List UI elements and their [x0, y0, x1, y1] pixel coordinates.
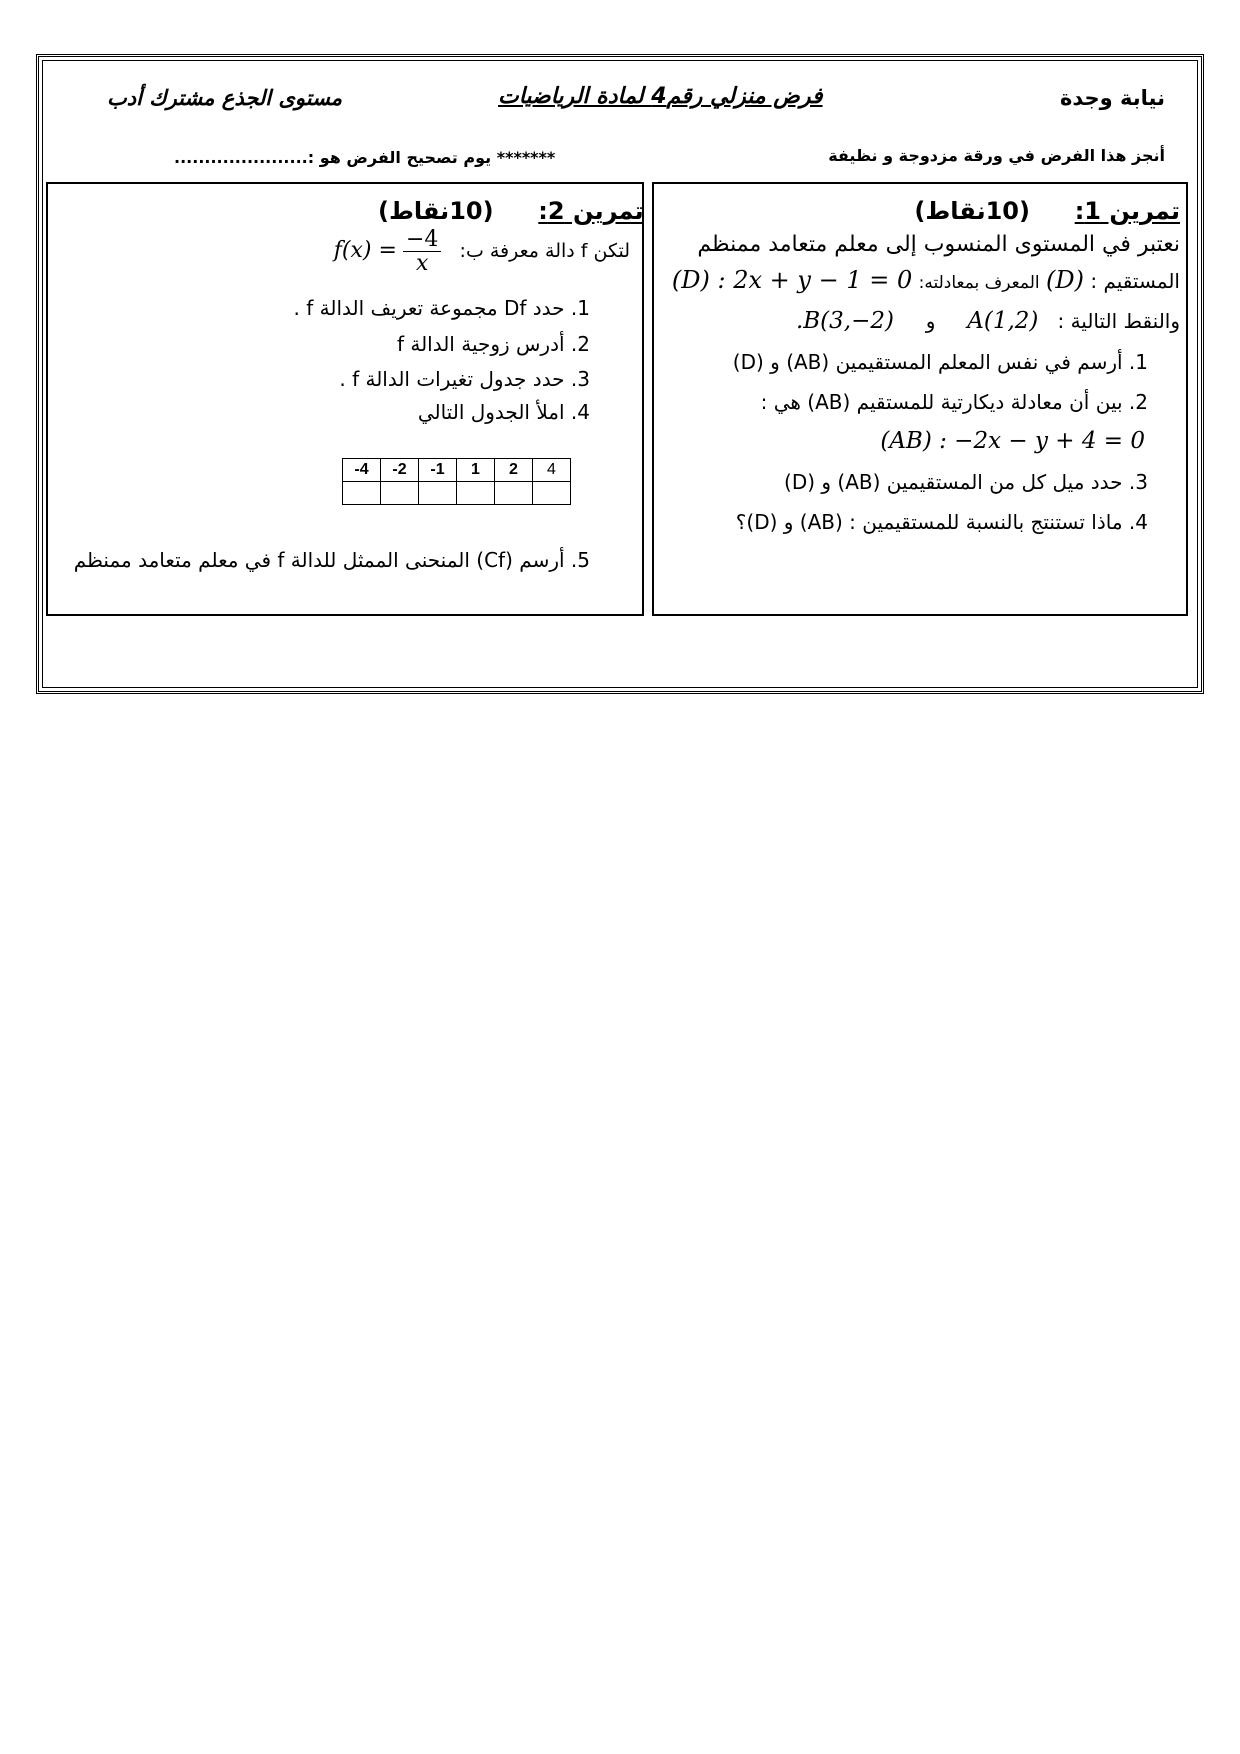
values-table-empty-cell [381, 482, 419, 505]
values-table-empty-cell [457, 482, 495, 505]
exercise2-heading [378, 197, 644, 225]
values-table-cell: -1 [419, 459, 457, 482]
values-table-cell: 2 [495, 459, 533, 482]
values-table-empty-cell [419, 482, 457, 505]
header-instruction: أنجز هذا الفرض في ورقة مزدوجة و نظيفة [828, 146, 1165, 165]
exercise2-fraction-numerator: −4 [403, 228, 441, 252]
exercise1-question-1: 1. أرسم في نفس المعلم المستقيمين (AB) و (D) [732, 350, 1148, 374]
exercise2-question-3: 3. حدد جدول تغيرات الدالة f . [339, 367, 590, 391]
exercise2-fraction [403, 228, 441, 275]
header-level: مستوى الجذع مشترك أدب [107, 86, 343, 110]
exercise1-intro: نعتبر في المستوى المنسوب إلى معلم متعامد ممنظم [697, 232, 1180, 257]
exercise1-question-2-equation: (AB) : −2x − y + 4 = 0 [880, 428, 1145, 454]
exercise2-title: تمرين 2: [538, 197, 644, 225]
values-table-empty-cell [495, 482, 533, 505]
values-table-empty-cell [343, 482, 381, 505]
exercise2-question-4: 4. املأ الجدول التالي [417, 400, 590, 424]
exercise1-point-b: .B(3,−2) [795, 308, 894, 334]
exercise1-points: (10نقاط) [914, 197, 1030, 225]
exercise2-question-2: 2. أدرس زوجية الدالة f [396, 332, 590, 356]
exercise1-line-name: (D) [1045, 266, 1084, 294]
exercise2-question-1: 1. حدد Df مجموعة تعريف الدالة f . [293, 296, 590, 320]
header-correction-day: ******* يوم تصحيح الفرض هو :...................... [174, 148, 556, 167]
exercise1-question-2: 2. بين أن معادلة ديكارتية للمستقيم (AB) هي : [760, 390, 1148, 414]
values-table-cell: 1 [457, 459, 495, 482]
exercise1-title: تمرين 1: [1074, 197, 1180, 225]
values-table-x-row [343, 459, 571, 482]
exercise1-question-3: 3. حدد ميل كل من المستقيمين (AB) و (D) [784, 470, 1148, 494]
exercise1-question-4: 4. ماذا تستنتج بالنسبة للمستقيمين : (AB) و (D)؟ [735, 510, 1148, 534]
exercise1-and: و [925, 309, 936, 333]
exercise1-line-def: المعرف بمعادلته: [918, 273, 1040, 293]
exercise1-line-definition [672, 266, 1180, 294]
exercise2-function-def [334, 228, 630, 275]
values-table-cell: 4 [533, 459, 571, 482]
exercise1-points-line [796, 308, 1180, 334]
exercise2-function-lhs: f(x) = [333, 238, 397, 264]
exercise1-heading [914, 197, 1180, 225]
exercise2-question-5: 5. أرسم (Cf) المنحنى الممثل للدالة f في معلم متعامد ممنظم [73, 548, 590, 572]
values-table-cell: -2 [381, 459, 419, 482]
exercise1-points-label: والنقط التالية : [1057, 309, 1180, 333]
exercise1-point-a: A(1,2) [967, 308, 1039, 334]
exercise2-fraction-denominator: x [415, 251, 429, 277]
exercise2-points: (10نقاط) [378, 197, 494, 225]
header-directorate: نيابة وجدة [1060, 86, 1165, 110]
values-table-fx-row [343, 482, 571, 505]
values-table-empty-cell [533, 482, 571, 505]
exercise1-line-label: المستقيم : [1090, 269, 1180, 293]
exercise1-line-equation: (D) : 2x + y − 1 = 0 [671, 266, 913, 294]
values-table [342, 458, 571, 505]
values-table-cell: -4 [343, 459, 381, 482]
exercise2-intro: لتكن f دالة معرفة ب: [459, 240, 630, 263]
header-title: فرض منزلي رقم4 لمادة الرياضيات [498, 84, 823, 109]
